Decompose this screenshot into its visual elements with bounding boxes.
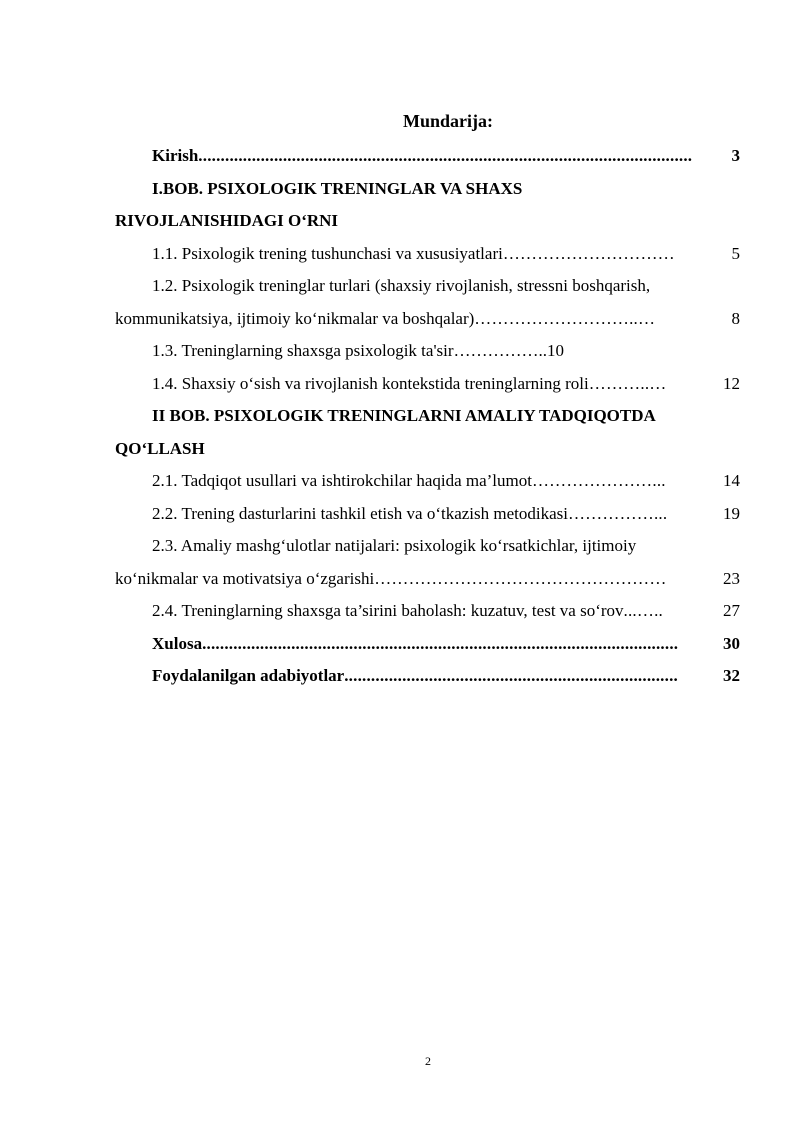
toc-leader-dots: ………………………… [502, 243, 675, 263]
toc-leader-dots: ……………... [567, 503, 668, 523]
toc-page-number: 10 [547, 341, 565, 360]
toc-leader-dots: ........................................................................... [344, 666, 678, 685]
toc-entry-text: 1.4. Shaxsiy o‘sish va rivojlanish kontekstida treninglarning roli [152, 373, 589, 393]
toc-leader-dots: …………….. [453, 341, 548, 360]
toc-page-number: 23 [723, 568, 740, 588]
toc-entry-2-3-line2[interactable] [115, 563, 740, 596]
toc-chapter-1-line2[interactable]: RIVOJLANISHIDAGI O‘RNI [115, 211, 339, 230]
toc-entry-text: 1.1. Psixologik trening tushunchasi va xususiyatlari [152, 243, 503, 263]
toc-entry-xulosa[interactable] [115, 628, 740, 661]
toc-entry-2-2[interactable] [115, 498, 740, 531]
toc-page-number: 5 [731, 243, 740, 263]
table-of-contents [115, 140, 740, 693]
toc-entry-2-4[interactable] [115, 595, 740, 628]
toc-leader-dots: …………………………………………… [374, 568, 667, 588]
toc-page-number: 3 [731, 146, 740, 165]
toc-entry-text: ko‘nikmalar va motivatsiya o‘zgarishi [115, 568, 375, 588]
toc-entry-1-4[interactable] [115, 368, 740, 401]
page-number-footer: 2 [425, 1054, 431, 1068]
toc-page-number: 32 [723, 666, 740, 685]
toc-entry-2-3-line1[interactable]: 2.3. Amaliy mashg‘ulotlar natijalari: psixologik ko‘rsatkichlar, ijtimoiy [152, 536, 637, 555]
toc-leader-dots: …………………... [531, 471, 666, 490]
toc-page-number: 8 [731, 308, 740, 328]
toc-page-number: 19 [723, 503, 740, 523]
toc-entry-1-2-line1[interactable]: 1.2. Psixologik treninglar turlari (shaxsiy rivojlanish, stressni boshqarish, [152, 276, 651, 295]
toc-page-number: 30 [723, 633, 740, 653]
toc-page-number: 12 [723, 373, 740, 393]
toc-chapter-2-line1[interactable]: II BOB. PSIXOLOGIK TRENINGLARNI AMALIY TADQIQOTDA [152, 406, 656, 425]
toc-page-number: 14 [723, 471, 740, 490]
toc-entry-text: 1.3. Treninglarning shaxsga psixologik ta'sir [152, 341, 454, 360]
toc-leader-dots: ........................................................................................................... [202, 633, 679, 653]
toc-leader-dots: ………..… [588, 373, 667, 393]
toc-entry-text: 2.1. Tadqiqot usullari va ishtirokchilar haqida ma’lumot [152, 471, 532, 490]
toc-entry-2-1[interactable] [115, 465, 740, 498]
toc-entry-kirish[interactable] [115, 140, 740, 173]
toc-entry-text: Kirish [152, 146, 199, 165]
toc-chapter-1-line1[interactable]: I.BOB. PSIXOLOGIK TRENINGLAR VA SHAXS [152, 178, 523, 198]
toc-entry-text: Foydalanilgan adabiyotlar [152, 666, 345, 685]
toc-entry-adabiyotlar[interactable] [115, 660, 740, 693]
toc-leader-dots: ...….. [623, 601, 663, 620]
toc-title: Mundarija: [403, 111, 493, 131]
toc-entry-text: Xulosa [152, 633, 203, 653]
toc-entry-text: 2.2. Trening dasturlarini tashkil etish va o‘tkazish metodikasi [152, 503, 568, 523]
toc-leader-dots: ………………………..… [474, 308, 656, 328]
toc-entry-text: kommunikatsiya, ijtimoiy ko‘nikmalar va boshqalar) [115, 308, 475, 328]
toc-entry-1-3[interactable] [115, 335, 740, 368]
toc-entry-1-2-line2[interactable] [115, 303, 740, 336]
toc-page-number: 27 [723, 601, 740, 620]
toc-entry-text: 2.4. Treninglarning shaxsga ta’sirini baholash: kuzatuv, test va so‘rov [152, 601, 624, 620]
toc-chapter-2-line2[interactable]: QO‘LLASH [115, 438, 205, 458]
toc-entry-1-1[interactable] [115, 238, 740, 271]
toc-leader-dots: ............................................................................................................... [198, 146, 693, 165]
